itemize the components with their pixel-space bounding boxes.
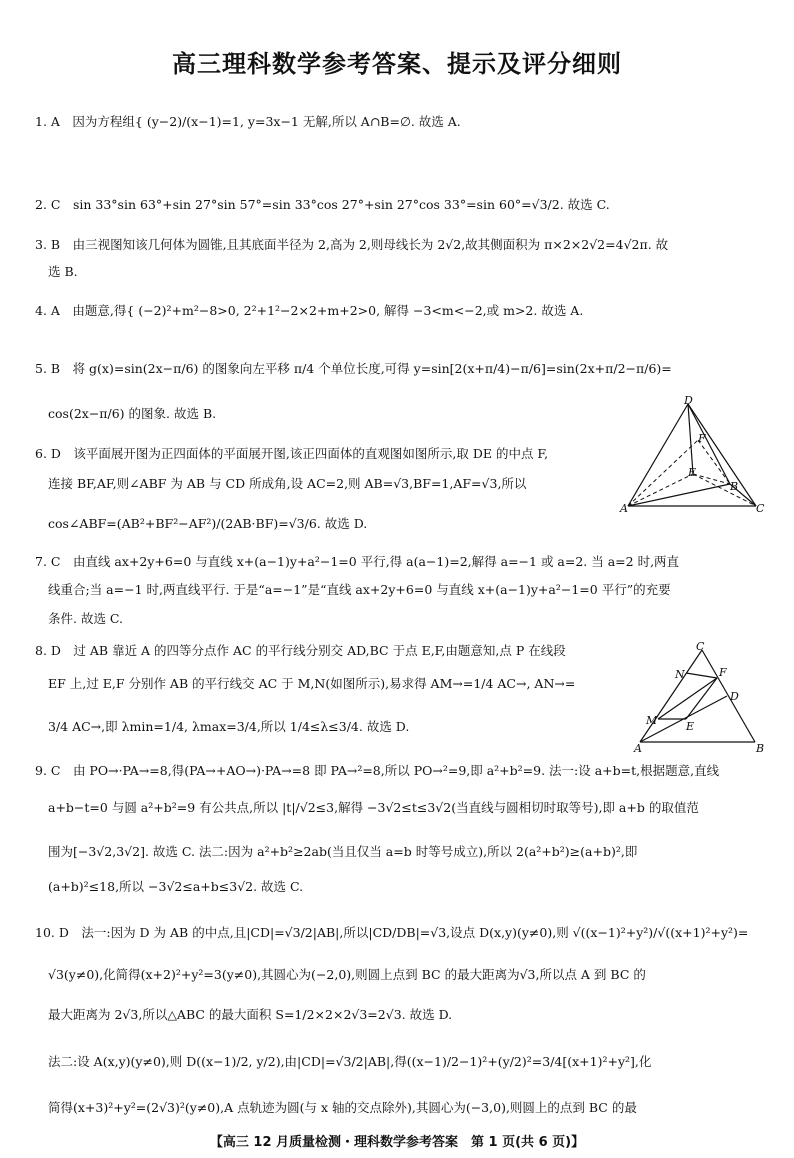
answer-line: 选 B. xyxy=(48,264,78,279)
answer-line: 连接 BF,AF,则∠ABF 为 AB 与 CD 所成角,设 AC=2,则 AB=√3,BF=1,AF=√3,所以 xyxy=(48,476,527,491)
answer-line: 最大距离为 2√3,所以△ABC 的最大面积 S=1/2×2×2√3=2√3. 故选 D. xyxy=(48,1007,453,1022)
label-A: A xyxy=(620,502,628,515)
answer-line: 围为[−3√2,3√2]. 故选 C. 法二:因为 a²+b²≥2ab(当且仅当 a=b 时等号成立),所以 2(a²+b²)≥(a+b)²,即 xyxy=(48,844,638,859)
label-C: C xyxy=(756,502,765,515)
answer-line: cos∠ABF=(AB²+BF²−AF²)/(2AB·BF)=√3/6. 故选 D. xyxy=(48,516,368,531)
label-B: B xyxy=(756,742,765,755)
label-E: E xyxy=(688,466,697,479)
answer-line: 4. A 由题意,得{ (−2)²+m²−8>0, 2²+1²−2×2+m+2>0, 解得 −3<m<−2,或 m>2. 故选 A. xyxy=(35,303,584,318)
label-E: E xyxy=(686,720,695,733)
tetrahedron-figure xyxy=(618,396,768,516)
answer-line: 5. B 将 g(x)=sin(2x−π/6) 的图象向左平移 π/4 个单位长度,可得 y=sin[2(x+π/4)−π/6]=sin(2x+π/2−π/6)= xyxy=(35,361,672,376)
answer-line: EF 上,过 E,F 分别作 AB 的平行线交 AC 于 M,N(如图所示),易求得 AM→=1/4 AC→, AN→= xyxy=(48,676,576,691)
page-title: 高三理科数学参考答案、提示及评分细则 xyxy=(172,50,622,78)
answer-line: 法二:设 A(x,y)(y≠0),则 D((x−1)/2, y/2),由|CD|=√3/2|AB|,得((x−1)/2−1)²+(y/2)²=3/4[(x+1)²+y²],化 xyxy=(48,1054,652,1069)
label-N: N xyxy=(675,668,685,681)
label-B: B xyxy=(730,480,739,493)
answer-line: a+b−t=0 与圆 a²+b²=9 有公共点,所以 |t|/√2≤3,解得 −3√2≤t≤3√2(当直线与圆相切时取等号),即 a+b 的取值范 xyxy=(48,800,699,815)
answer-line: (a+b)²≤18,所以 −3√2≤a+b≤3√2. 故选 C. xyxy=(48,879,304,894)
answer-line: 6. D 该平面展开图为正四面体的平面展开图,该正四面体的直观图如图所示,取 DE 的中点 F, xyxy=(35,446,549,461)
label-D: D xyxy=(684,396,693,407)
label-D: D xyxy=(730,690,739,703)
answer-line: cos(2x−π/6) 的图象. 故选 B. xyxy=(48,406,217,421)
answer-line: 1. A 因为方程组{ (y−2)/(x−1)=1, y=3x−1 无解,所以 A∩B=∅. 故选 A. xyxy=(35,114,461,129)
answer-line: 2. C sin 33°sin 63°+sin 27°sin 57°=sin 33°cos 27°+sin 27°cos 33°=sin 60°=√3/2. 故选 C. xyxy=(35,197,610,212)
label-M: M xyxy=(646,714,658,727)
answer-line: 简得(x+3)²+y²=(2√3)²(y≠0),A 点轨迹为圆(与 x 轴的交点除外),其圆心为(−3,0),则圆上的点到 BC 的最 xyxy=(48,1100,637,1115)
label-F: F xyxy=(698,432,706,445)
answer-line: 3. B 由三视图知该几何体为圆锥,且其底面半径为 2,高为 2,则母线长为 2√2,故其侧面积为 π×2×2√2=4√2π. 故 xyxy=(35,237,669,252)
answer-line: √3(y≠0),化简得(x+2)²+y²=3(y≠0),其圆心为(−2,0),则圆上点到 BC 的最大距离为√3,所以点 A 到 BC 的 xyxy=(48,967,646,982)
page-footer: 【高三 12 月质量检测・理科数学参考答案 第 1 页(共 6 页)】 xyxy=(209,1135,585,1150)
answer-line: 线重合;当 a=−1 时,两直线平行. 于是“a=−1”是“直线 ax+2y+6=0 与直线 x+(a−1)y+a²−1=0 平行”的充要 xyxy=(48,582,671,597)
label-A: A xyxy=(634,742,642,755)
answer-line: 条件. 故选 C. xyxy=(48,611,124,626)
answer-line: 8. D 过 AB 靠近 A 的四等分点作 AC 的平行线分别交 AD,BC 于点 E,F,由题意知,点 P 在线段 xyxy=(35,643,566,658)
answer-line: 3/4 AC→,即 λmin=1/4, λmax=3/4,所以 1/4≤λ≤3/4. 故选 D. xyxy=(48,719,410,734)
label-F: F xyxy=(719,666,727,679)
answer-line: 9. C 由 PO→·PA→=8,得(PA→+AO→)·PA→=8 即 PA→²=8,所以 PO→²=9,即 a²+b²=9. 法一:设 a+b=t,根据题意,直线 xyxy=(35,763,720,778)
answer-line: 7. C 由直线 ax+2y+6=0 与直线 x+(a−1)y+a²−1=0 平行,得 a(a−1)=2,解得 a=−1 或 a=2. 当 a=2 时,两直 xyxy=(35,554,680,569)
answer-line: 10. D 法一:因为 D 为 AB 的中点,且|CD|=√3/2|AB|,所以|CD/DB|=√3,设点 D(x,y)(y≠0),则 √((x−1)²+y²)/√((x+1)²+y²)= xyxy=(35,925,749,940)
triangle-figure xyxy=(630,640,770,755)
label-C: C xyxy=(696,640,705,653)
